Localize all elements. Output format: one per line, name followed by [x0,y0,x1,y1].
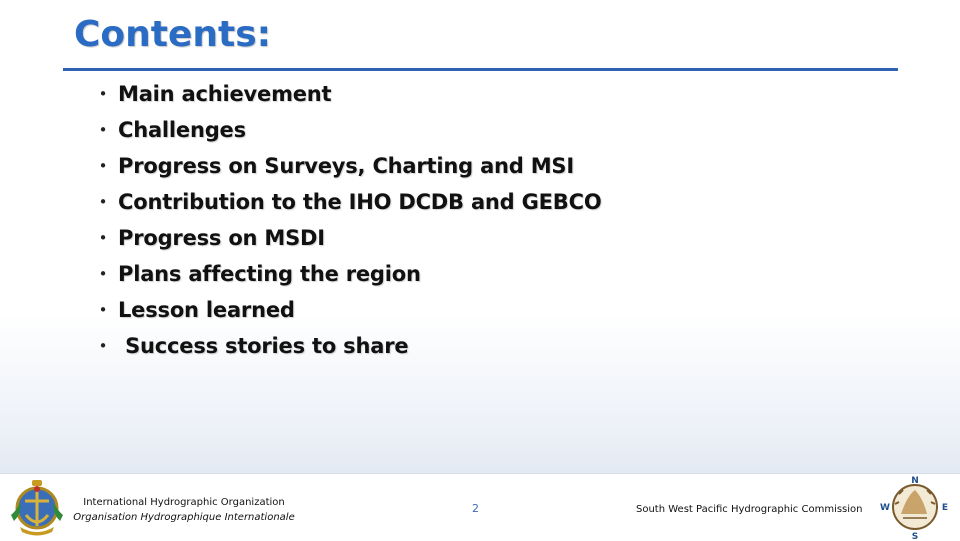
list-item [94,184,601,220]
list-item-text: Contribution to the IHO DCDB and GEBCO [118,190,602,214]
list-item-text: Lesson learned [118,298,295,322]
list-item-text: Challenges [118,118,246,142]
compass-south-label: S [911,532,919,541]
bullet-icon: • [98,229,108,247]
compass-west-label: W [880,503,890,513]
bullet-icon: • [98,121,108,139]
bullet-icon: • [98,85,108,103]
list-item-text: Main achievement [118,82,332,106]
bullet-icon: • [98,157,108,175]
list-item-text: Progress on Surveys, Charting and MSI [118,154,574,178]
page-number: 2 [472,502,479,515]
bullet-icon: • [98,301,108,319]
contents-list [94,76,601,364]
list-item [94,256,601,292]
bullet-icon: • [98,337,108,355]
compass-north-label: N [911,476,919,486]
organization-name-french: Organisation Hydrographique Internationale [73,512,295,523]
list-item [94,328,601,364]
slide-title: Contents: [74,14,272,55]
bullet-icon: • [98,193,108,211]
title-divider [63,68,898,71]
organization-name-english: International Hydrographic Organization [83,497,285,508]
list-item [94,112,601,148]
list-item [94,76,601,112]
organization-name-block [72,495,296,525]
list-item [94,148,601,184]
list-item-text: Progress on MSDI [118,226,325,250]
list-item-text: Success stories to share [118,334,409,358]
commission-name: South West Pacific Hydrographic Commission [636,504,863,515]
swphc-compass-emblem-icon [877,474,953,541]
list-item-text: Plans affecting the region [118,262,421,286]
iho-emblem-icon [8,477,66,539]
list-item [94,220,601,256]
list-item [94,292,601,328]
slide-footer [0,473,960,541]
bullet-icon: • [98,265,108,283]
compass-east-label: E [941,503,949,513]
